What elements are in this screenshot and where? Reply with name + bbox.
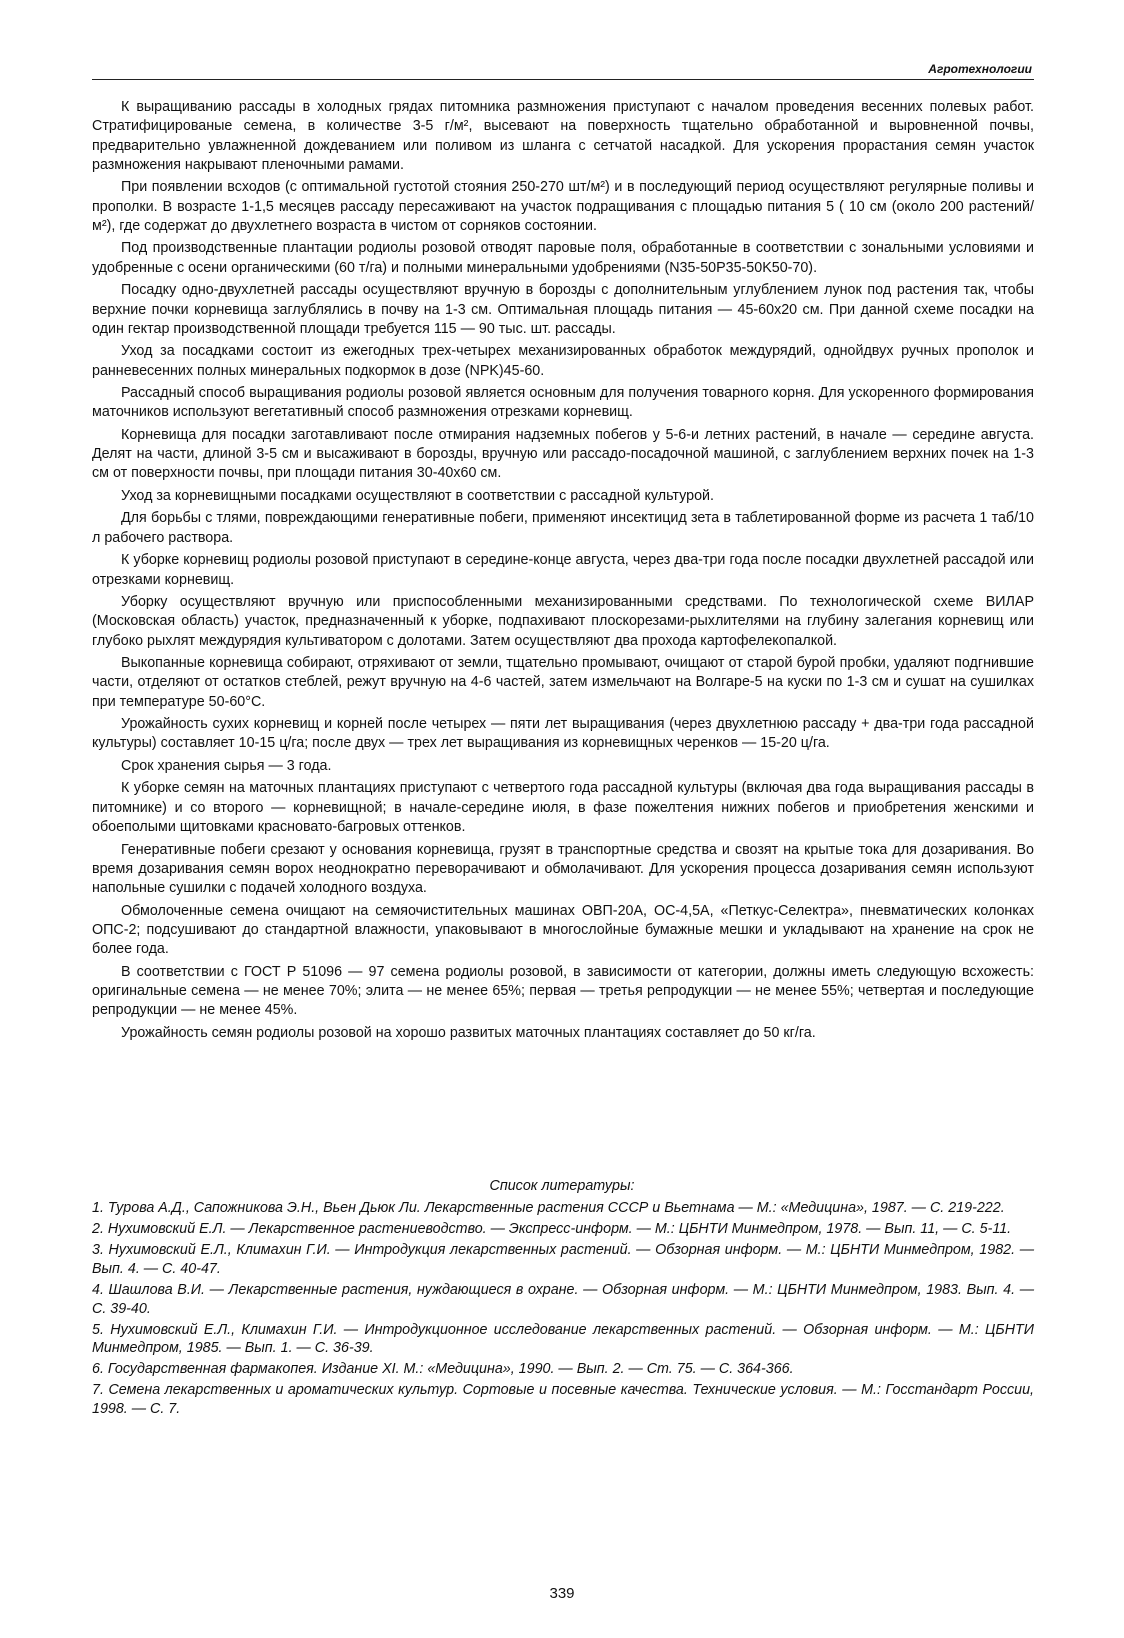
running-header: Агротехнологии bbox=[928, 62, 1032, 76]
references-title: Список литературы: bbox=[489, 1178, 635, 1194]
paragraph: Обмолоченные семена очищают на семяочистительных машинах ОВП-20А, ОС-4,5А, «Петкус-Селектра», пневматических колонках ОПС-2; подсушивают до стандартной влажности, упаковывают в многослойные бумажные мешки и укладывают на хранение на срок не более года. bbox=[92, 902, 1034, 958]
paragraph: При появлении всходов (с оптимальной густотой стояния 250-270 шт/м²) и в последующий период осуществляют регулярные поливы и прополки. В возрасте 1-1,5 месяцев рассаду пересаживают на участок подращивания с площадью питания 5 ( 10 см (около 200 растений/м²), где содержат до двухлетнего возраста в чистом от сорняков состоянии. bbox=[92, 179, 1034, 234]
reference-item: 6. Государственная фармакопея. Издание XI. М.: «Медицина», 1990. — Вып. 2. — Ст. 75. — С. 364-366. bbox=[92, 1361, 794, 1378]
paragraph: Для борьбы с тлями, повреждающими генеративные побеги, применяют инсектицид зета в таблетированной форме из расчета 1 таб/10 л рабочего раствора. bbox=[92, 510, 1034, 546]
page-number: 339 bbox=[549, 1585, 575, 1602]
paragraph: Корневища для посадки заготавливают после отмирания надземных побегов у 5-6-и летних растений, в начале — середине августа. Делят на части, длиной 3-5 см и высаживают в борозды, вручную или рассадо-посадочной машиной, с заглублением верхних почек на 1-3 см от поверхности почвы, при площади питания 30-40х60 см. bbox=[92, 426, 1034, 482]
paragraph: Уход за корневищными посадками осуществляют в соответствии с рассадной культурой. bbox=[121, 487, 714, 504]
paragraph: В соответствии с ГОСТ Р 51096 — 97 семена родиолы розовой, в зависимости от категории, должны иметь следующую всхожесть: оригинальные семена — не менее 70%; элита — не менее 65%; первая — третья репродукции — не менее 55%; четвертая и последующие репродукции — не менее 45%. bbox=[92, 963, 1034, 1019]
reference-item: 3. Нухимовский Е.Л., Климахин Г.И. — Интродукция лекарственных растений. — Обзорная информ. — М.: ЦБНТИ Минмедпром, 1982. — Вып. 4. — С. 40-47. bbox=[92, 1241, 1034, 1277]
paragraph: К уборке корневищ родиолы розовой приступают в середине-конце августа, через два-три года после посадки двухлетней рассадой или отрезками корневищ. bbox=[92, 552, 1034, 588]
paragraph: Урожайность сухих корневищ и корней после четырех — пяти лет выращивания (через двухлетнюю рассаду + два-три года рассадной культуры) составляет 10-15 ц/га; после двух — трех лет выращивания из корневищных черенков — 15-20 ц/га. bbox=[92, 716, 1034, 752]
paragraph: Выкопанные корневища собирают, отряхивают от земли, тщательно промывают, очищают от старой бурой пробки, удаляют подгнившие части, отделяют от остатков стеблей, режут вручную на 4-6 частей, затем измельчают на Волгаре-5 на куски по 1-3 см и сушат на сушилках при температуре 50-60°С. bbox=[92, 655, 1034, 710]
paragraph: Генеративные побеги срезают у основания корневища, грузят в транспортные средства и свозят на крытые тока для дозаривания. Во время дозаривания семян ворох неоднократно переворачивают и обмолачивают. Для ускорения процесса дозаривания семян используют напольные сушилки с подачей холодного воздуха. bbox=[92, 841, 1034, 897]
paragraph: Под производственные плантации родиолы розовой отводят паровые поля, обработанные в соответствии с зональными условиями и удобренные с осени органическими (60 т/га) и полными минеральными удобрениями (N35-50P35-50K50-70). bbox=[92, 240, 1034, 276]
paragraph: К уборке семян на маточных плантациях приступают с четвертого года рассадной культуры (включая два года выращивания рассады в питомнике) и со второго — корневищной; в начале-середине июля, в фазе пожелтения нижних побегов и приобретения женскими и обоеполыми щитовками красновато-багровых оттенков. bbox=[92, 780, 1034, 836]
reference-item: 1. Турова А.Д., Сапожникова Э.Н., Вьен Дьюк Ли. Лекарственные растения СССР и Вьетнама — М.: «Медицина», 1987. — С. 219-222. bbox=[92, 1200, 1005, 1216]
body-text bbox=[92, 98, 1034, 1046]
reference-item: 2. Нухимовский Е.Л. — Лекарственное растениеводство. — Экспресс-информ. — М.: ЦБНТИ Минмедпром, 1978. — Вып. 11, — С. 5-11. bbox=[92, 1220, 1012, 1237]
reference-item: 4. Шашлова В.И. — Лекарственные растения, нуждающиеся в охране. — Обзорная информ. — М.: ЦБНТИ Минмедпром, 1983. Вып. 4. — С. 39-40. bbox=[92, 1281, 1034, 1317]
paragraph: Посадку одно-двухлетней рассады осуществляют вручную в борозды с дополнительным углублением лунок под растения так, чтобы верхние почки корневища заглублялись в почву на 1-3 см. Оптимальная площадь питания — 45-60х20 см. При данной схеме посадки на один гектар производственной площади требуется 115 — 90 тыс. шт. рассады. bbox=[92, 282, 1034, 337]
paragraph: Рассадный способ выращивания родиолы розовой является основным для получения товарного корня. Для ускоренного формирования маточников используют вегетативный способ размножения отрезками корневищ. bbox=[92, 385, 1034, 421]
header-rule bbox=[92, 79, 1034, 80]
paragraph: Урожайность семян родиолы розовой на хорошо развитых маточных плантациях составляет до 50 кг/га. bbox=[121, 1024, 816, 1041]
paragraph: Уход за посадками состоит из ежегодных трех-четырех механизированных обработок междурядий, однойдвух ручных прополок и ранневесенних полных минеральных подкормок в дозе (NPK)45-60. bbox=[92, 343, 1034, 379]
paragraph: Срок хранения сырья — 3 года. bbox=[121, 757, 332, 774]
reference-item: 5. Нухимовский Е.Л., Климахин Г.И. — Интродукционное исследование лекарственных растений. — Обзорная информ. — М.: ЦБНТИ Минмедпром, 1985. — Вып. 1. — С. 36-39. bbox=[92, 1321, 1034, 1357]
references-list bbox=[92, 1199, 1034, 1421]
reference-item: 7. Семена лекарственных и ароматических культур. Сортовые и посевные качества. Технические условия. — М.: Госстандарт России, 1998. — С. 7. bbox=[92, 1382, 1034, 1418]
paragraph: К выращиванию рассады в холодных грядах питомника размножения приступают с началом проведения весенних полевых работ. Стратифицированые семена, в количестве 3-5 г/м², высевают на поверхность тщательно обработанной и выровненной почвы, предварительно увлажненной дождеванием или поливом из шланга с сетчатой насадкой. Для ускорения прорастания семян участок размножения накрывают пленочными рамами. bbox=[92, 99, 1034, 173]
paragraph: Уборку осуществляют вручную или приспособленными механизированными средствами. По технологической схеме ВИЛАР (Московская область) участок, предназначенный к уборке, подпахивают плоскорезами-рыхлителями на глубину залегания корневищ или глубоко рыхлят междурядия культиватором с долотами. Затем осуществляют два прохода картофелекопалкой. bbox=[92, 594, 1034, 649]
